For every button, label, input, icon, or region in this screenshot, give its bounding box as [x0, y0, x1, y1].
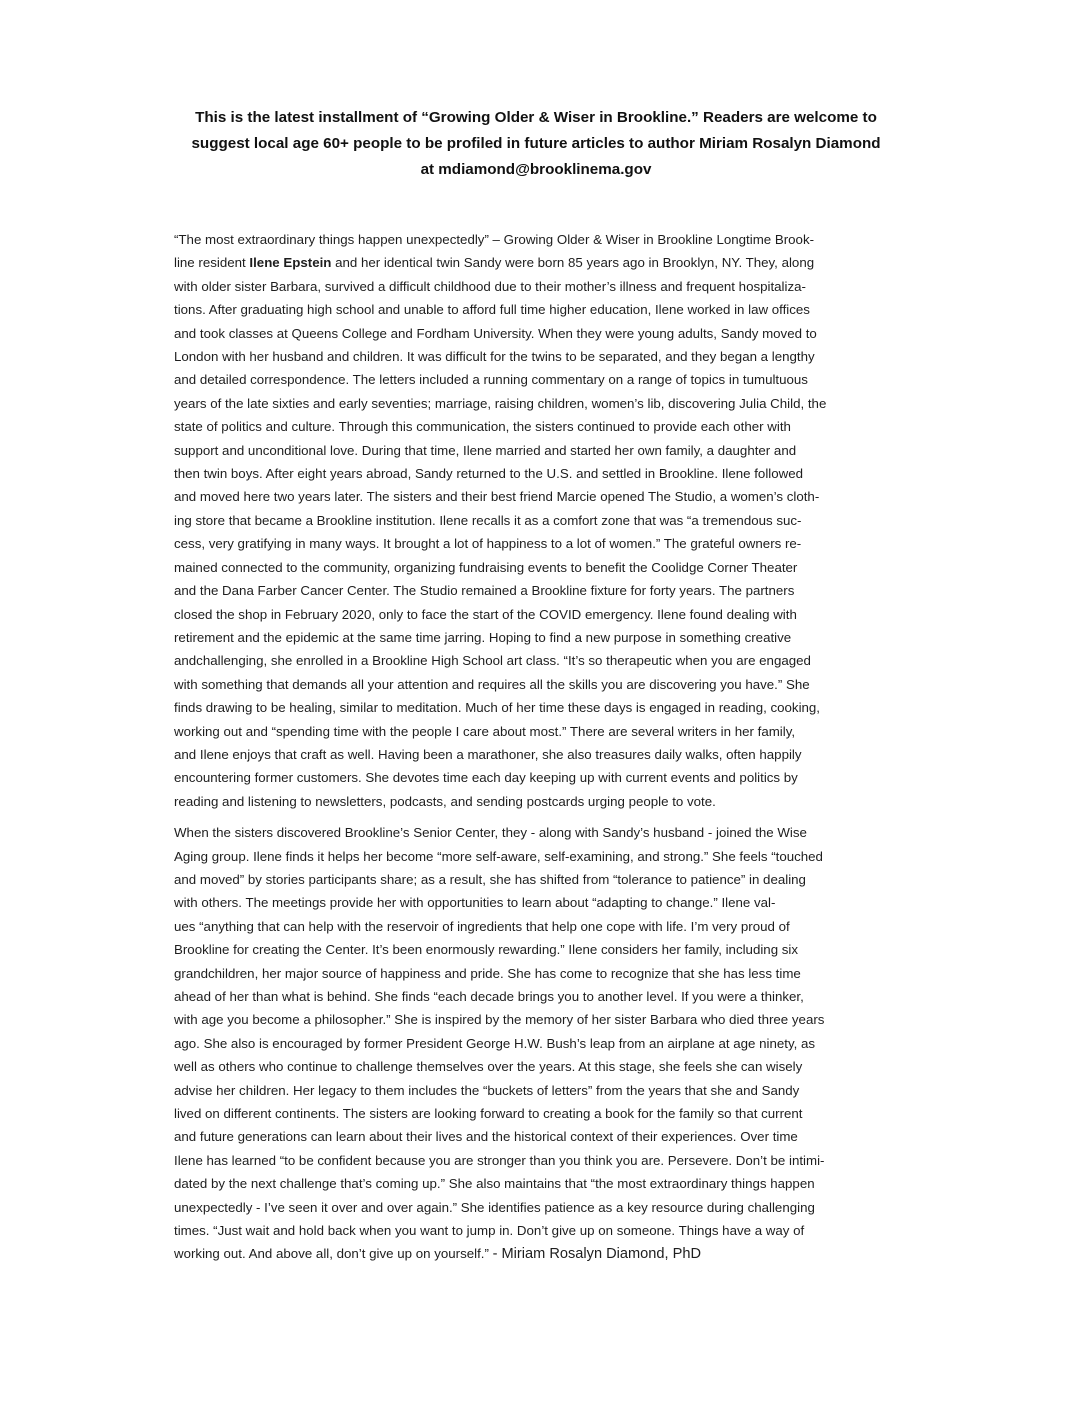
text-line: years of the late sixties and early seventies; marriage, raising children, women’s lib, discovering Julia Child, the [174, 395, 827, 411]
subject-name: Ilene Epstein [249, 255, 332, 271]
text-line: ahead of her than what is behind. She finds “each decade brings you to another level. If you were a thinker, [174, 989, 804, 1004]
article-body [174, 228, 894, 1267]
intro-line: suggest local age 60+ people to be profiled in future articles to author Miriam Rosalyn Diamond [191, 135, 881, 152]
intro-line: This is the latest installment of “Growing Older & Wiser in Brookline.” Readers are welcome to [195, 109, 877, 126]
paragraph-2 [174, 821, 894, 1267]
text-line: ago. She also is encouraged by former President George H.W. Bush’s leap from an airplane at age ninety, as [174, 1035, 816, 1051]
text-line: with others. The meetings provide her with opportunities to learn about “adapting to change.” Ilene val- [174, 895, 776, 911]
text-run: line resident [174, 255, 250, 271]
text-line: lived on different continents. The sisters are looking forward to creating a book for the family so that current [174, 1106, 803, 1122]
text-line: and took classes at Queens College and Fordham University. When they were young adults, Sandy moved to [174, 325, 817, 341]
paragraph-1 [174, 228, 894, 813]
text-run: and her identical twin Sandy were born 85 years ago in Brooklyn, NY. They, along [331, 255, 815, 271]
text-line: and moved here two years later. The sisters and their best friend Marcie opened The Studio, a women’s cloth- [174, 489, 820, 505]
text-line: with something that demands all your attention and requires all the skills you are discovering you have.” She [174, 676, 810, 692]
text-line: reading and listening to newsletters, podcasts, and sending postcards urging people to vote. [174, 793, 716, 809]
text-line: When the sisters discovered Brookline’s Senior Center, they - along with Sandy’s husband - joined the Wise [174, 825, 807, 841]
text-line: with older sister Barbara, survived a difficult childhood due to their mother’s illness and frequent hospitaliza- [174, 278, 806, 294]
text-line: ing store that became a Brookline institution. Ilene recalls it as a comfort zone that was “a tremendous suc- [174, 512, 802, 528]
text-line: times. “Just wait and hold back when you want to jump in. Don’t give up on someone. Things have a way of [174, 1223, 805, 1239]
text-line: and future generations can learn about their lives and the historical context of their experiences. Over time [174, 1129, 798, 1145]
text-line [174, 251, 894, 274]
text-line: then twin boys. After eight years abroad, Sandy returned to the U.S. and settled in Brookline. Ilene followed [174, 466, 804, 482]
text-line: tions. After graduating high school and unable to afford full time higher education, Ilene worked in law offices [174, 302, 810, 318]
text-line: cess, very gratifying in many ways. It brought a lot of happiness to a lot of women.” The grateful owners re- [174, 536, 802, 552]
text-line: dated by the next challenge that’s coming up.” She also maintains that “the most extraordinary things happen [174, 1176, 815, 1192]
text-line: Brookline for creating the Center. It’s been enormously rewarding.” Ilene considers her family, including six [174, 942, 799, 958]
text-line: London with her husband and children. It was difficult for the twins to be separated, and they began a lengthy [174, 349, 815, 365]
text-line: working out and “spending time with the people I care about most.” There are several writers in her family, [174, 723, 796, 739]
text-line: with age you become a philosopher.” She is inspired by the memory of her sister Barbara who died three years [174, 1012, 825, 1028]
text-line: retirement and the epidemic at the same time jarring. Hoping to find a new purpose in something creative [174, 629, 792, 645]
text-line: closed the shop in February 2020, only to face the start of the COVID emergency. Ilene found dealing with [174, 606, 797, 622]
text-line: and the Dana Farber Cancer Center. The Studio remained a Brookline fixture for forty years. The partners [174, 583, 795, 599]
text-line: andchallenging, she enrolled in a Brookline High School art class. “It’s so therapeutic when you are engaged [174, 653, 811, 669]
text-line: ues “anything that can help with the reservoir of ingredients that help one cope with life. I’m very proud of [174, 918, 790, 934]
text-run: working out. And above all, don’t give up on yourself.” [174, 1246, 493, 1262]
intro-line: at mdiamond@brooklinema.gov [420, 161, 652, 178]
text-line: unexpectedly - I’ve seen it over and over again.” She identifies patience as a key resource during challenging [174, 1199, 815, 1215]
text-line: and Ilene enjoys that craft as well. Having been a marathoner, she also treasures daily walks, often happily [174, 746, 802, 762]
text-line: “The most extraordinary things happen unexpectedly” – Growing Older & Wiser in Brookline Longtime Brook- [174, 232, 815, 247]
text-line [174, 1242, 894, 1266]
text-line: advise her children. Her legacy to them includes the “buckets of letters” from the years that she and Sandy [174, 1082, 800, 1098]
text-line: grandchildren, her major source of happiness and pride. She has come to recognize that she has less time [174, 965, 801, 981]
text-line: support and unconditional love. During that time, Ilene married and started her own family, a daughter and [174, 442, 797, 458]
text-line: mained connected to the community, organizing fundraising events to benefit the Coolidge Corner Theater [174, 559, 798, 575]
text-line: finds drawing to be healing, similar to meditation. Much of her time these days is engaged in reading, cooking, [174, 700, 821, 716]
text-line: and detailed correspondence. The letters included a running commentary on a range of topics in tumultuous [174, 372, 808, 388]
text-line: state of politics and culture. Through this communication, the sisters continued to provide each other with [174, 419, 791, 435]
intro-heading [176, 105, 896, 183]
text-line: and moved” by stories participants share; as a result, she has shifted from “tolerance to patience” in dealing [174, 871, 806, 887]
text-line: well as others who continue to challenge themselves over the years. At this stage, she feels she can wisely [174, 1059, 803, 1075]
text-line: encountering former customers. She devotes time each day keeping up with current events and politics by [174, 770, 798, 786]
text-line: Aging group. Ilene finds it helps her become “more self-aware, self-examining, and strong.” She feels “touched [174, 848, 823, 864]
author-signature: - Miriam Rosalyn Diamond, PhD [492, 1246, 702, 1263]
text-line: Ilene has learned “to be confident because you are stronger than you think you are. Persevere. Don’t be intimi- [174, 1152, 825, 1168]
